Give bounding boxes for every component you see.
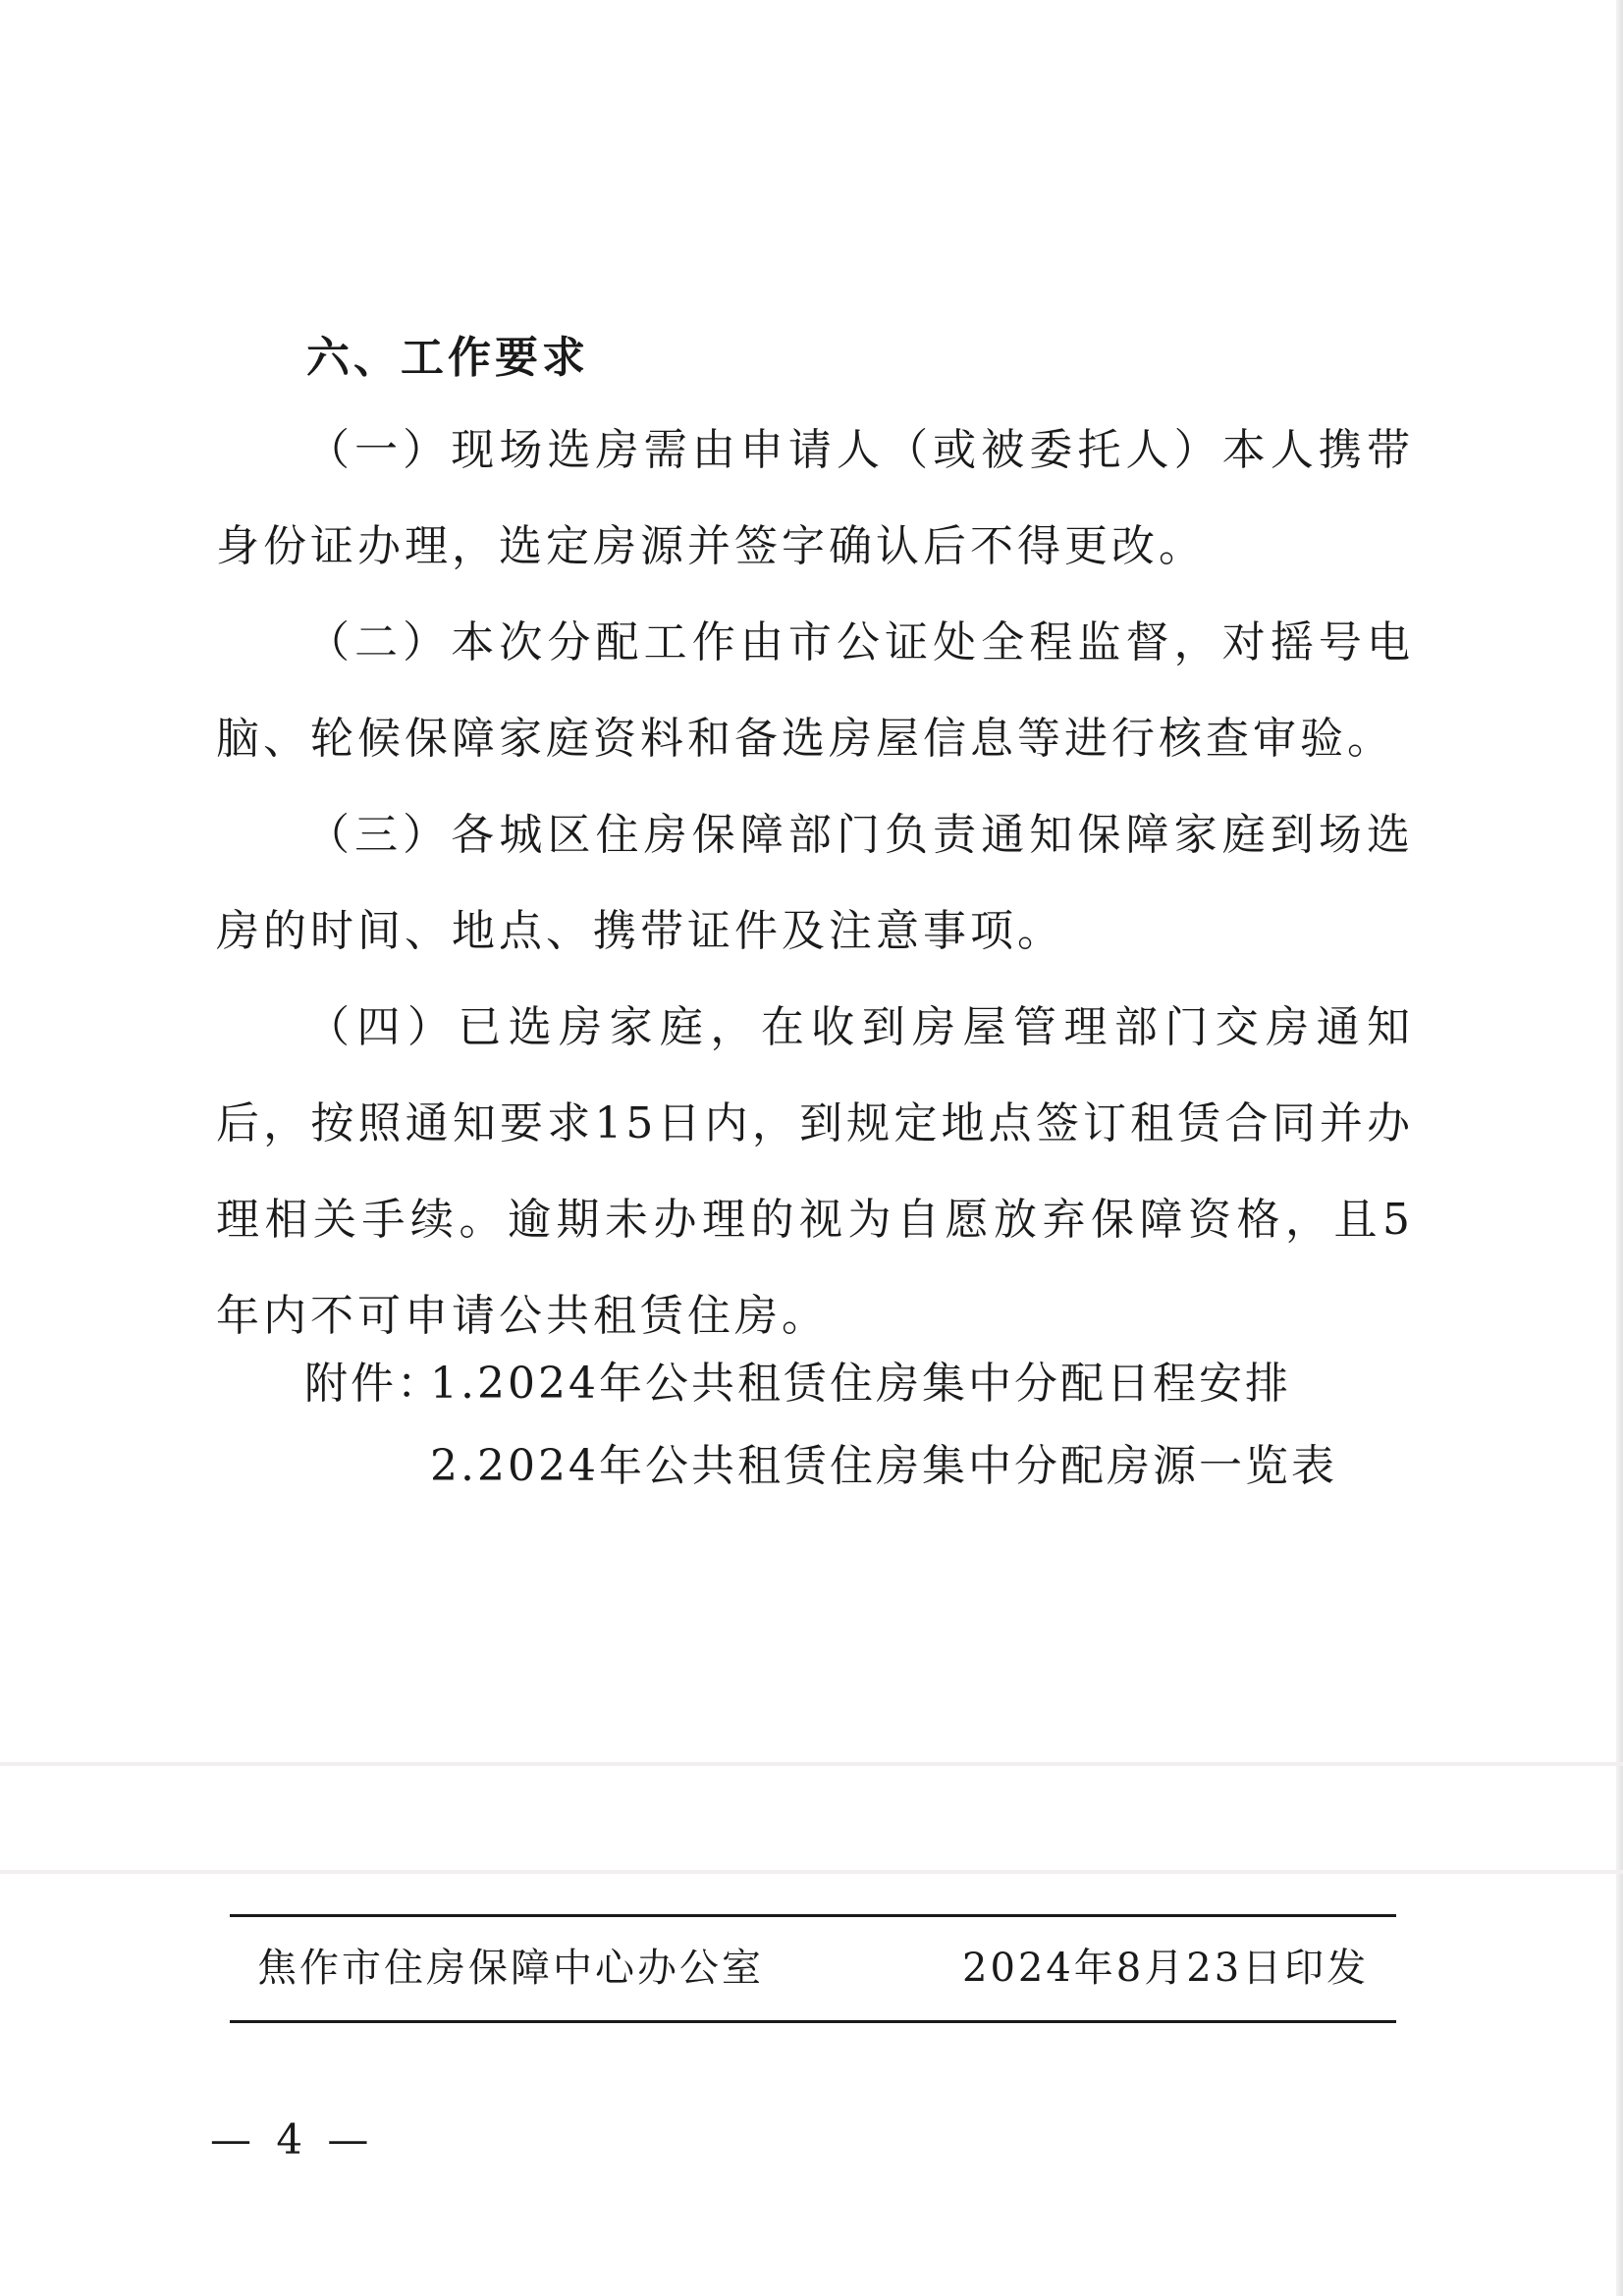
- attachments-label: 附件：: [304, 1359, 443, 1409]
- page-number: — 4 —: [210, 2115, 375, 2163]
- attachment-row: [304, 1425, 1337, 1508]
- requirement-paragraph-2: （二）本次分配工作由市公证处全程监督，对摇号电脑、轮候保障家庭资料和备选房屋信息等进行核查审验。: [216, 617, 1414, 764]
- attachment-row: [304, 1343, 1337, 1425]
- requirement-paragraph-1: （一）现场选房需由申请人（或被委托人）本人携带身份证办理，选定房源并签字确认后不得更改。: [216, 425, 1414, 571]
- footer-top-rule: [230, 1914, 1396, 1917]
- footer-bottom-rule: [230, 2020, 1396, 2023]
- requirement-paragraph-4: （四）已选房家庭，在收到房屋管理部门交房通知后，按照通知要求15日内，到规定地点签订租赁合同并办理相关手续。逾期未办理的视为自愿放弃保障资格，且5年内不可申请公共租赁住房。: [216, 1002, 1414, 1341]
- requirement-paragraph-3: （三）各城区住房保障部门负责通知保障家庭到场选房的时间、地点、携带证件及注意事项。: [216, 810, 1414, 956]
- attachment-item-2: 2.2024年公共租赁住房集中分配房源一览表: [430, 1441, 1337, 1491]
- section-heading: 六、工作要求: [306, 333, 589, 383]
- attachments-block: [304, 1343, 1337, 1508]
- issuer-name: 焦作市住房保障中心办公室: [257, 1946, 764, 1991]
- scan-band: [0, 1762, 1623, 1766]
- issue-date: 2024年8月23日印发: [962, 1946, 1370, 1991]
- attachment-item-1: 1.2024年公共租赁住房集中分配日程安排: [430, 1359, 1291, 1409]
- scan-band: [0, 1870, 1623, 1874]
- document-body: [216, 314, 1414, 1364]
- page-edge: [1616, 0, 1623, 2296]
